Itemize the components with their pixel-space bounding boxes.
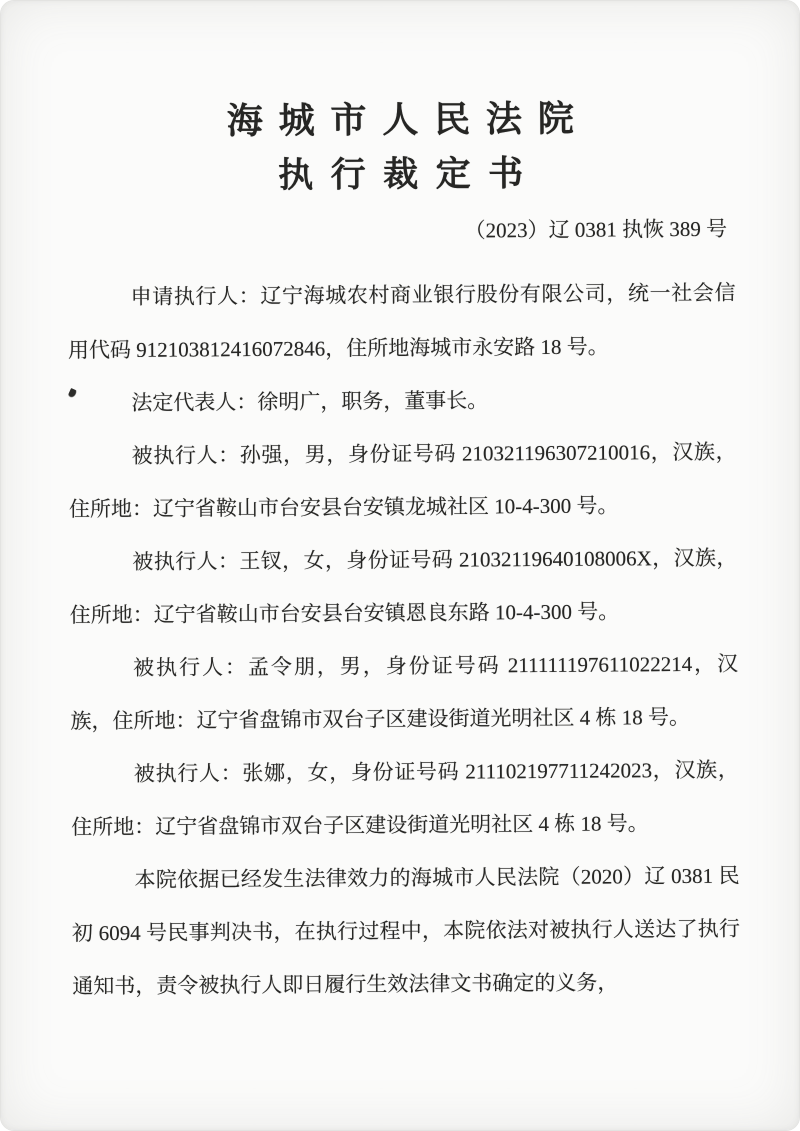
paragraph-respondent-1: 被执行人：孙强，男，身份证号码 210321196307210016，汉族，住所地：辽宁省鞍山市台安县台安镇龙城社区 10-4-300 号。 bbox=[68, 440, 737, 522]
paragraph-legal-representative: 法定代表人：徐明广，职务，董事长。 bbox=[131, 388, 489, 416]
court-name-title: 海城市人民法院 bbox=[226, 98, 590, 142]
document-type-title: 执行裁定书 bbox=[278, 154, 541, 196]
paragraph-respondent-2: 被执行人：王钗，女，身份证号码 21032119640108006X，汉族，住所地：辽宁省鞍山市台安县台安镇恩良东路 10-4-300 号。 bbox=[69, 546, 738, 628]
paragraph-applicant: 申请执行人：辽宁海城农村商业银行股份有限公司，统一社会信用代码 912103812416072846，住所地海城市永安路 18 号。 bbox=[67, 281, 736, 363]
document-header bbox=[66, 97, 735, 248]
paragraph-ruling-basis: 本院依据已经发生法律效力的海城市人民法院（2020）辽 0381 民初 6094 号民事判决书，在执行过程中，本院依法对被执行人送达了执行通知书，责令被执行人即日履行生效法律文书确定的义务， bbox=[71, 864, 741, 999]
paragraph-respondent-4: 被执行人：张娜，女，身份证号码 211102197711242023，汉族，住所地：辽宁省盘锦市双台子区建设街道光明社区 4 栋 18 号。 bbox=[71, 758, 739, 840]
document-body bbox=[67, 267, 740, 1014]
paragraph-respondent-3: 被执行人：孟令朋，男，身份证号码 211111197611022214，汉族，住所地：辽宁省盘锦市双台子区建设街道光明社区 4 栋 18 号。 bbox=[70, 652, 739, 734]
case-number: （2023）辽 0381 执恢 389 号 bbox=[464, 216, 728, 243]
